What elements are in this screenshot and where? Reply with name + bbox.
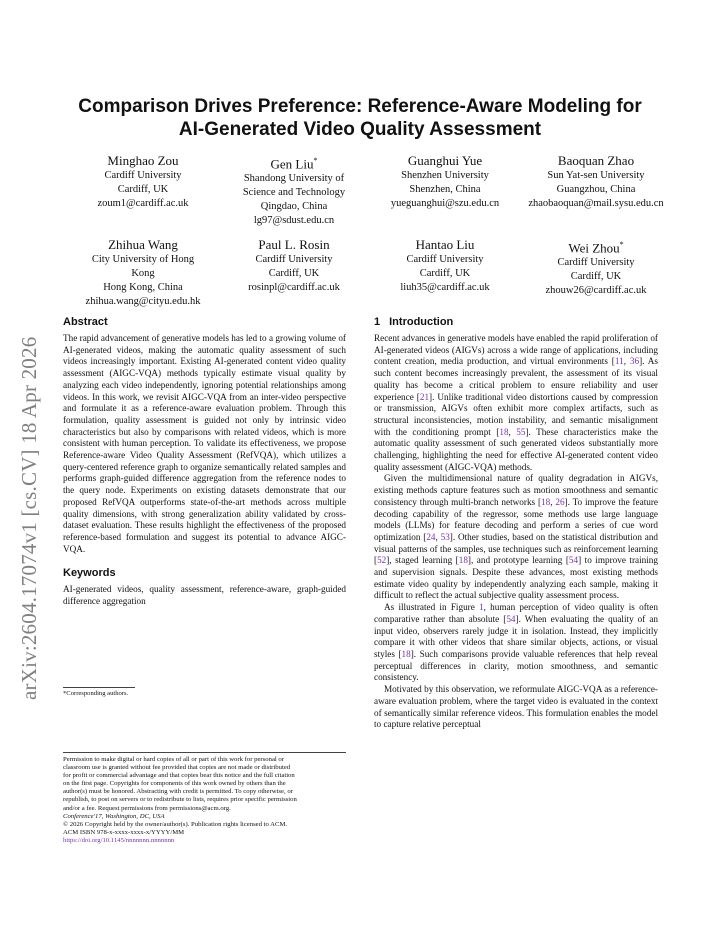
conference-line: Conference'17, Washington, DC, USA — [63, 812, 165, 820]
permission-line: Permission to make digital or hard copies of all or part of this work for personal or — [63, 756, 285, 763]
citation-link[interactable]: 18 — [401, 648, 411, 659]
citation-link[interactable]: 54 — [506, 613, 516, 624]
paragraph-text: Motivated by this observation, we reformulate AIGC-VQA as a reference-aware evaluation problem, where the target video is evaluated in the context of semantically similar reference videos. This formulation enables the model to capture relative perceptual — [374, 684, 658, 730]
permission-line: on the first page. Copyrights for components of this work owned by others than the — [63, 780, 286, 788]
paragraph-text: , — [550, 496, 556, 507]
author-email: zhihua.wang@cityu.edu.hk — [85, 296, 201, 307]
permission-notice — [63, 756, 346, 845]
introduction-paragraph — [374, 473, 658, 602]
author-affiliation: Qingdao, China — [260, 201, 328, 213]
paragraph-text: As illustrated in Figure — [384, 602, 480, 613]
paragraph-text: , human perception of video quality is often comparative rather than absolute [ — [374, 602, 658, 624]
author-name: Gen Liu* — [270, 156, 318, 172]
paragraph-text: ]. These characteristics make the automatic quality assessment of such generated videos substantially more challenging, highlighting the need for effective AI-generated content video quality assessment (AIGC-VQA) methods. — [374, 426, 658, 472]
citation-link[interactable]: 53 — [440, 531, 450, 542]
paragraph-text: ] to improve training and supervision signals. Despite these advances, most existing methods estimate video quality by independently analyzing each sample, making it difficult to reflect the actual subjective quality assessment process. — [374, 555, 658, 601]
author-entry — [219, 236, 369, 295]
author-affiliation: Cardiff University — [557, 257, 635, 269]
section-title: Introduction — [389, 316, 454, 328]
corresponding-mark: * — [313, 156, 318, 165]
corresponding-mark: * — [619, 240, 624, 249]
author-email: lg97@sdust.edu.cn — [253, 215, 335, 227]
citation-link[interactable]: 18 — [458, 555, 468, 566]
author-email: zhaobaoquan@mail.sysu.edu.cn — [528, 198, 664, 209]
author-name: Zhihua Wang — [108, 237, 178, 252]
author-name: Guanghui Yue — [407, 153, 483, 168]
citation-link[interactable]: 52 — [377, 555, 387, 566]
right-column — [374, 316, 658, 731]
author-email: liuh35@cardiff.ac.uk — [400, 282, 490, 293]
doi-link[interactable]: https://doi.org/10.1145/nnnnnnn.nnnnnnn — [63, 836, 175, 844]
author-affiliation: Cardiff, UK — [570, 271, 622, 283]
arxiv-stamp: arXiv:2604.17074v1 [cs.CV] 18 Apr 2026 — [17, 336, 41, 700]
citation-link[interactable]: 18 — [541, 496, 551, 507]
paragraph-text: ], staged learning [ — [386, 555, 459, 566]
author-affiliation: Sun Yat-sen University — [547, 170, 645, 181]
introduction-paragraph — [374, 333, 658, 473]
author-affiliation: Shandong University of — [243, 173, 345, 185]
introduction-paragraph — [374, 684, 658, 731]
permission-line: republish, to post on servers or to redistribute to lists, requires prior specific permission — [63, 796, 297, 804]
author-affiliation: Shenzhen University — [401, 170, 489, 181]
citation-link[interactable]: 26 — [555, 496, 565, 507]
author-name: Paul L. Rosin — [258, 237, 330, 252]
author-affiliation: Cardiff University — [255, 254, 333, 265]
author-affiliation: Cardiff University — [104, 170, 182, 181]
author-entry — [68, 236, 218, 309]
paragraph-text: Recent advances in generative models have enabled the rapid proliferation of AI-generated videos (AIGVs) across a wide range of applications, including content creation, media production, and virtual environments [ — [374, 333, 658, 367]
author-entry — [370, 236, 520, 295]
author-affiliation: Cardiff, UK — [117, 184, 169, 195]
author-entry — [219, 152, 369, 228]
paragraph-text: , — [508, 426, 517, 437]
author-email: yueguanghui@szu.edu.cn — [390, 198, 500, 209]
introduction-heading — [374, 316, 658, 328]
citation-link[interactable]: 21 — [419, 391, 430, 402]
author-affiliation: Hong Kong, China — [103, 282, 183, 293]
author-name: Baoquan Zhao — [557, 153, 635, 168]
keywords-text: AI-generated videos, quality assessment, reference-aware, graph-guided difference aggregation — [63, 584, 346, 607]
author-affiliation: Guangzhou, China — [556, 184, 636, 195]
author-email: zoum1@cardiff.ac.uk — [97, 198, 189, 209]
author-affiliation: Cardiff, UK — [419, 268, 471, 279]
author-affiliation: Shenzhen, China — [409, 184, 481, 195]
citation-link[interactable]: 55 — [516, 426, 526, 437]
paragraph-text: ]. To improve the feature decoding capability of the regressor, some methods use large language models (LLMs) for feature decoding and perform a series of cue word optimization [ — [374, 496, 658, 542]
paragraph-text: ]. As such content becomes increasingly prevalent, the assessment of its visual quality has become a critical problem to ensure reliability and user experience [ — [374, 356, 659, 402]
paper-title-line-2: AI-Generated Video Quality Assessment — [178, 119, 542, 140]
citation-link[interactable]: 24 — [426, 531, 436, 542]
permission-lines — [63, 756, 346, 813]
citation-link[interactable]: 54 — [568, 555, 579, 566]
paragraph-text: ], and prototype learning [ — [467, 555, 569, 566]
citation-link[interactable]: 18 — [499, 426, 509, 437]
paper-title-line-1: Comparison Drives Preference: Reference-Aware Modeling for — [78, 96, 642, 117]
section-number: 1 — [374, 316, 381, 328]
author-name: Minghao Zou — [107, 153, 179, 168]
citation-link[interactable]: 1 — [479, 602, 484, 613]
paragraph-text: Given the multidimensional nature of quality degradation in AIGVs, existing methods capture features such as motion smoothness and semantic consistency through multi-branch networks [ — [374, 473, 658, 507]
author-entry — [370, 152, 520, 211]
paragraph-text: ]. Such comparisons provide valuable references that help reveal perceptual differences in clarity, motion smoothness, and semantic consistency. — [374, 648, 658, 683]
abstract-heading: Abstract — [63, 316, 108, 328]
paragraph-text: ]. Other studies, based on the statistical distribution and visual patterns of the samples, use techniques such as reinforcement learning [ — [374, 531, 659, 566]
corresponding-author-footnote: *Corresponding authors. — [63, 690, 129, 697]
author-affiliation: Cardiff, UK — [268, 268, 320, 279]
paper-title — [40, 95, 680, 141]
copyright-line: © 2026 Copyright held by the owner/author(s). Publication rights licensed to ACM. — [63, 820, 288, 828]
citation-link[interactable]: 36 — [629, 356, 640, 367]
citation-link[interactable]: 11 — [614, 356, 624, 367]
author-affiliation: Cardiff University — [406, 254, 484, 265]
author-affiliation: Science and Technology — [242, 187, 346, 199]
author-email: zhouw26@cardiff.ac.uk — [545, 285, 647, 297]
footnote-divider — [63, 687, 135, 688]
isbn-line: ACM ISBN 978-x-xxxx-xxxx-x/YYYY/MM — [63, 828, 185, 836]
author-entry — [521, 236, 671, 298]
author-affiliation: Kong — [131, 268, 155, 279]
paragraph-text: , — [623, 356, 630, 367]
paragraph-text: , — [435, 531, 441, 542]
author-entry — [521, 152, 671, 211]
author-email: rosinpl@cardiff.ac.uk — [248, 282, 340, 293]
left-column — [63, 316, 346, 608]
permission-line: and/or a fee. Request permissions from permissions@acm.org. — [63, 804, 231, 812]
abstract-text: The rapid advancement of generative models has led to a growing volume of AI-generated videos, making the automatic quality assessment of such videos increasingly important. Existing AI-generated content video quality assessment (AIGC-VQA) methods typically estimate visual quality by analyzing each video independently, ignoring potential relationships among videos. In this work, we revisit AIGC-VQA from an inter-video perspective and formulate it as a reference-aware evaluation problem. Through this formulation, quality assessment is guided not only by intrinsic video characteristics but also by comparisons with related videos, which is more consistent with human perception. To validate its effectiveness, we propose Reference-aware Video Quality Assessment (RefVQA), which utilizes a query-centered reference graph to organize semantically related samples and performs graph-guided difference aggregation from the reference nodes to the query node. Experiments on existing datasets demonstrate that our proposed RefVQA outperforms state-of-the-art methods across multiple quality dimensions, with strong generalization ability validated by cross-dataset evaluation. These results highlight the effectiveness of the proposed reference-based formulation and suggest its potential to advance AIGC-VQA. — [63, 333, 346, 554]
introduction-body — [374, 333, 658, 731]
keywords-heading: Keywords — [63, 567, 116, 580]
author-entry — [68, 152, 218, 211]
permission-line: author(s) must be honored. Abstracting with credit is permitted. To copy otherwise, or — [63, 788, 293, 796]
author-name: Wei Zhou* — [568, 240, 624, 256]
permission-divider — [63, 752, 346, 753]
introduction-paragraph — [374, 602, 658, 684]
author-affiliation: City University of Hong — [91, 254, 195, 265]
permission-line: for profit or commercial advantage and that copies bear this notice and the full citation — [63, 772, 295, 780]
paragraph-text: ]. Unlike traditional video distortions caused by compression or transmission, AIGVs often exhibit more complex artifacts, such as structural inconsistencies, motion instability, and semantic misalignment with the conditioning prompt [ — [374, 391, 659, 437]
permission-line: classroom use is granted without fee provided that copies are not made or distributed — [63, 764, 291, 772]
paragraph-text: ]. When evaluating the quality of an input video, observers rarely judge it in isolation. Instead, they implicitly compare it with other videos that share similar objects, actions, or visual styles [ — [374, 613, 658, 659]
author-name: Hantao Liu — [415, 237, 475, 252]
